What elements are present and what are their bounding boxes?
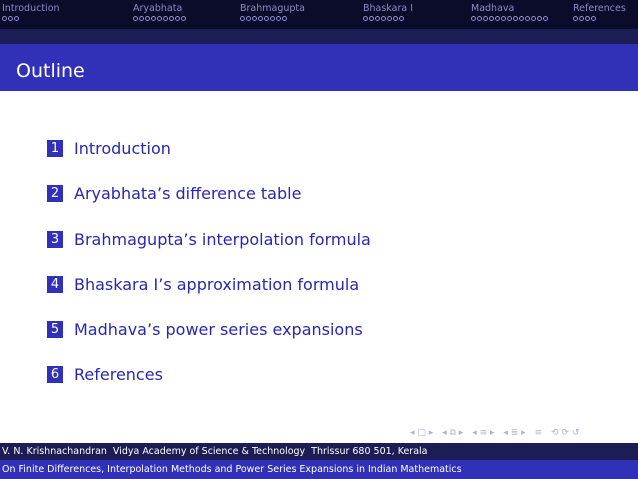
header-subband <box>0 29 638 44</box>
nav-section-label: Madhava <box>471 3 515 14</box>
frame-dot-icon[interactable] <box>246 16 251 21</box>
frame-dot-icon[interactable] <box>519 16 524 21</box>
frame-dot-icon[interactable] <box>157 16 162 21</box>
frame-dot-icon[interactable] <box>139 16 144 21</box>
nav-section-brahmagupta[interactable] <box>240 3 305 23</box>
footer-author-bar <box>0 443 638 460</box>
nav-section-label: Aryabhata <box>133 3 183 14</box>
nav-section-label: Bhaskara I <box>363 3 414 14</box>
frame-dot-icon[interactable] <box>381 16 386 21</box>
nav-section-aryabhata[interactable] <box>133 3 187 23</box>
outline-item-madhava[interactable] <box>47 319 363 341</box>
frame-dot-icon[interactable] <box>363 16 368 21</box>
frame-dot-icon[interactable] <box>531 16 536 21</box>
nav-section-dots[interactable] <box>133 15 187 23</box>
section-navigation-bar <box>0 0 638 29</box>
frame-dot-icon[interactable] <box>483 16 488 21</box>
outline-item-label[interactable]: References <box>74 364 163 384</box>
frame-dot-icon[interactable] <box>133 16 138 21</box>
outline-item-label[interactable]: Introduction <box>74 138 171 158</box>
frame-dot-icon[interactable] <box>543 16 548 21</box>
frame-dot-icon[interactable] <box>501 16 506 21</box>
frame-dot-icon[interactable] <box>507 16 512 21</box>
section-nav-icon[interactable]: ◂ ≡ ▸ <box>472 428 495 438</box>
frame-dot-icon[interactable] <box>495 16 500 21</box>
nav-section-dots[interactable] <box>240 15 305 23</box>
frame-dot-icon[interactable] <box>375 16 380 21</box>
footer-author-line <box>2 446 428 457</box>
frame-dot-icon[interactable] <box>169 16 174 21</box>
outline-item-label[interactable]: Bhaskara I’s approximation formula <box>74 274 360 294</box>
frame-dot-icon[interactable] <box>282 16 287 21</box>
nav-section-references[interactable] <box>573 3 626 23</box>
frame-dot-icon[interactable] <box>591 16 596 21</box>
outline-item-bhaskara[interactable] <box>47 274 359 296</box>
footer-presentation-title: On Finite Differences, Interpolation Methods and Power Series Expansions in Indian Mathematics <box>2 464 462 475</box>
frame-dot-icon[interactable] <box>393 16 398 21</box>
frame-dot-icon[interactable] <box>369 16 374 21</box>
footer-title-bar <box>0 460 638 479</box>
frame-dot-icon[interactable] <box>240 16 245 21</box>
outline-item-number: 4 <box>47 276 63 293</box>
frame-title-bar <box>0 44 638 91</box>
frame-dot-icon[interactable] <box>14 16 19 21</box>
frame-dot-icon[interactable] <box>513 16 518 21</box>
frame-dot-icon[interactable] <box>525 16 530 21</box>
frame-dot-icon[interactable] <box>151 16 156 21</box>
subsection-nav-icon[interactable]: ◂ ⧉ ▸ <box>442 428 464 438</box>
document-nav-icon[interactable]: ◂ ≣ ▸ <box>503 428 526 438</box>
frame-dot-icon[interactable] <box>8 16 13 21</box>
nav-section-dots[interactable] <box>573 15 626 23</box>
frame-dot-icon[interactable] <box>477 16 482 21</box>
frame-dot-icon[interactable] <box>573 16 578 21</box>
footer-institute: Vidya Academy of Science & Technology <box>112 446 306 457</box>
page-title: Outline <box>16 60 85 82</box>
nav-section-label: References <box>573 3 626 14</box>
frame-dot-icon[interactable] <box>163 16 168 21</box>
nav-section-label: Brahmagupta <box>240 3 305 14</box>
frame-dot-icon[interactable] <box>579 16 584 21</box>
appendix-nav-icon[interactable]: ≡ <box>534 428 543 438</box>
outline-item-label[interactable]: Brahmagupta’s interpolation formula <box>74 229 371 249</box>
nav-section-dots[interactable] <box>471 15 549 23</box>
frame-dot-icon[interactable] <box>252 16 257 21</box>
frame-dot-icon[interactable] <box>145 16 150 21</box>
outline-item-label[interactable]: Madhava’s power series expansions <box>74 319 363 339</box>
nav-section-dots[interactable] <box>2 15 60 23</box>
outline-item-number: 1 <box>47 140 63 157</box>
outline-item-brahmagupta[interactable] <box>47 229 371 251</box>
frame-dot-icon[interactable] <box>175 16 180 21</box>
frame-dot-icon[interactable] <box>276 16 281 21</box>
outline-item-references[interactable] <box>47 364 163 386</box>
frame-dot-icon[interactable] <box>387 16 392 21</box>
nav-section-dots[interactable] <box>363 15 413 23</box>
outline-item-number: 2 <box>47 185 63 202</box>
footer-author: V. N. Krishnachandran <box>2 446 107 457</box>
frame-dot-icon[interactable] <box>270 16 275 21</box>
frame-dot-icon[interactable] <box>399 16 404 21</box>
beamer-navigation-symbols <box>410 427 585 439</box>
frame-dot-icon[interactable] <box>2 16 7 21</box>
search-back-forward-icon[interactable]: ⟲ ⟳ ↺ <box>551 428 580 438</box>
frame-dot-icon[interactable] <box>585 16 590 21</box>
nav-section-bhaskara[interactable] <box>363 3 413 23</box>
frame-dot-icon[interactable] <box>181 16 186 21</box>
frame-dot-icon[interactable] <box>537 16 542 21</box>
nav-section-introduction[interactable] <box>2 3 60 23</box>
nav-section-madhava[interactable] <box>471 3 549 23</box>
outline-item-aryabhata[interactable] <box>47 183 301 205</box>
frame-dot-icon[interactable] <box>258 16 263 21</box>
nav-section-label: Introduction <box>2 3 60 14</box>
frame-nav-icon[interactable]: ◂ □ ▸ <box>410 428 434 438</box>
footer-location: Thrissur 680 501, Kerala <box>311 446 428 457</box>
outline-item-number: 5 <box>47 321 63 338</box>
outline-item-label[interactable]: Aryabhata’s difference table <box>74 183 302 203</box>
outline-item-number: 6 <box>47 366 63 383</box>
frame-dot-icon[interactable] <box>471 16 476 21</box>
outline-item-introduction[interactable] <box>47 138 171 160</box>
frame-dot-icon[interactable] <box>264 16 269 21</box>
outline-item-number: 3 <box>47 231 63 248</box>
frame-dot-icon[interactable] <box>489 16 494 21</box>
